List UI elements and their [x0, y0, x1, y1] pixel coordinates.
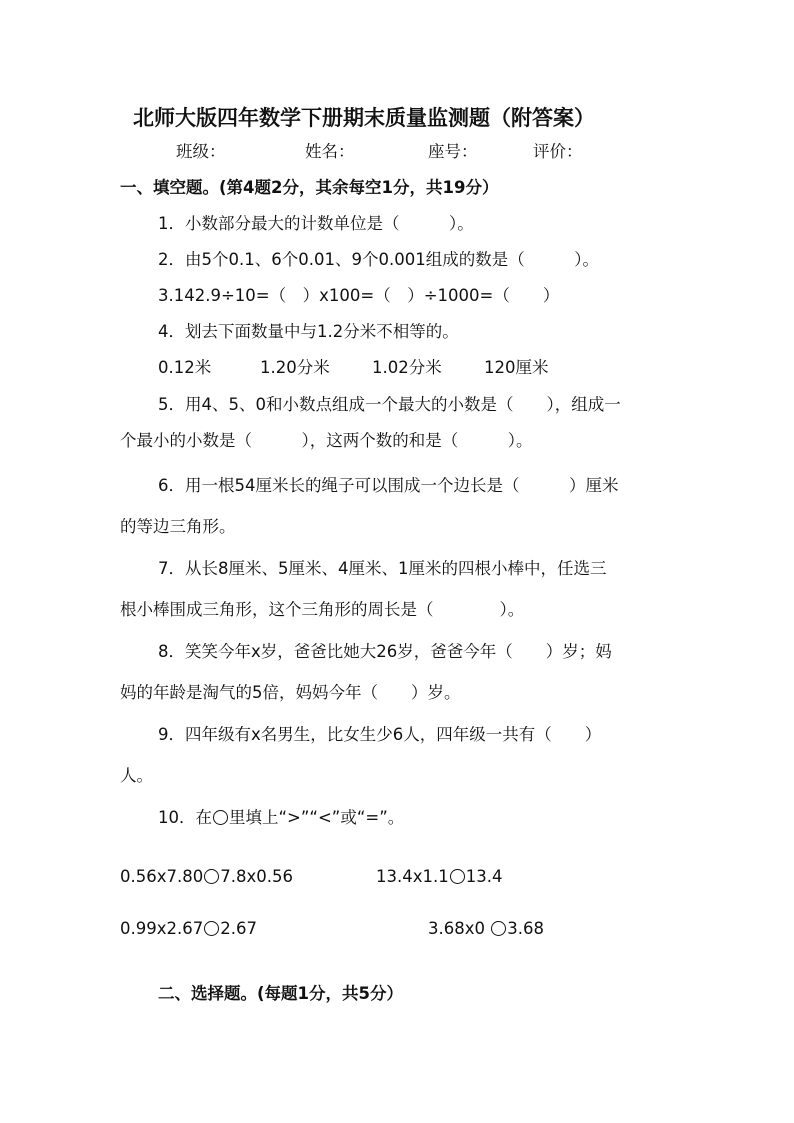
section2-heading: 二、选择题。(每题1分，共5分） — [158, 984, 404, 1003]
question-10 — [158, 807, 404, 829]
compare-item-1 — [120, 866, 293, 888]
compare-right: 13.4 — [465, 867, 503, 886]
compare-item-2 — [376, 866, 503, 888]
question-6-line2: 的等边三角形。 — [120, 517, 236, 536]
seat-label: 座号： — [428, 142, 478, 161]
compare-left: 0.99x2.67 — [120, 919, 204, 938]
page-title: 北师大版四年数学下册期末质量监测题（附答案） — [133, 106, 595, 130]
q4-option-1: 0.12米 — [158, 358, 212, 377]
section1-heading: 一、填空题。(第4题2分，其余每空1分，共19分） — [120, 178, 499, 197]
question-7-line1: 7．从长8厘米、5厘米、4厘米、1厘米的四根小棒中，任选三 — [158, 559, 607, 578]
compare-circle-icon — [491, 921, 506, 936]
q4-option-4: 120厘米 — [484, 358, 549, 377]
eval-label: 评价： — [533, 142, 583, 161]
q4-option-2: 1.20分米 — [260, 358, 330, 377]
question-6-line1: 6．用一根54厘米长的绳子可以围成一个边长是（ ）厘米 — [158, 476, 619, 495]
question-8-line1: 8．笑笑今年x岁，爸爸比她大26岁，爸爸今年（ ）岁；妈 — [158, 642, 612, 661]
compare-circle-icon — [204, 869, 219, 884]
compare-circle-icon — [204, 921, 219, 936]
compare-right: 3.68 — [507, 919, 544, 938]
question-9-line2: 人。 — [120, 766, 153, 785]
compare-left: 0.56x7.80 — [120, 867, 204, 886]
question-7-line2: 根小棒围成三角形，这个三角形的周长是（ ）。 — [120, 600, 525, 619]
class-label: 班级： — [176, 142, 226, 161]
circle-icon — [213, 810, 228, 825]
compare-left: 13.4x1.1 — [376, 867, 449, 886]
compare-item-3 — [120, 918, 257, 940]
question-4: 4．划去下面数量中与1.2分米不相等的。 — [158, 322, 459, 341]
q4-option-3: 1.02分米 — [372, 358, 442, 377]
question-9-line1: 9．四年级有x名男生，比女生少6人，四年级一共有（ ） — [158, 725, 602, 744]
question-8-line2: 妈的年龄是淘气的5倍，妈妈今年（ ）岁。 — [120, 683, 461, 702]
question-2: 2．由5个0.1、6个0.01、9个0.001组成的数是（ ）。 — [158, 250, 599, 269]
compare-circle-icon — [450, 869, 465, 884]
question-1: 1．小数部分最大的计数单位是（ ）。 — [158, 214, 474, 233]
compare-right: 7.8x0.56 — [220, 867, 293, 886]
question-10-prefix: 10．在 — [158, 808, 212, 827]
compare-left: 3.68x0 — [428, 919, 491, 938]
name-label: 姓名： — [305, 142, 355, 161]
compare-right: 2.67 — [220, 919, 257, 938]
question-5-line1: 5．用4、5、0和小数点组成一个最大的小数是（ ），组成一 — [158, 395, 621, 414]
compare-item-4 — [428, 918, 544, 940]
question-5-line2: 个最小的小数是（ ），这两个数的和是（ ）。 — [120, 431, 533, 450]
question-3: 3.142.9÷10=（ ）x100=（ ）÷1000=（ ） — [158, 286, 560, 305]
question-10-suffix: 里填上“>”“<”或“=”。 — [229, 808, 405, 827]
